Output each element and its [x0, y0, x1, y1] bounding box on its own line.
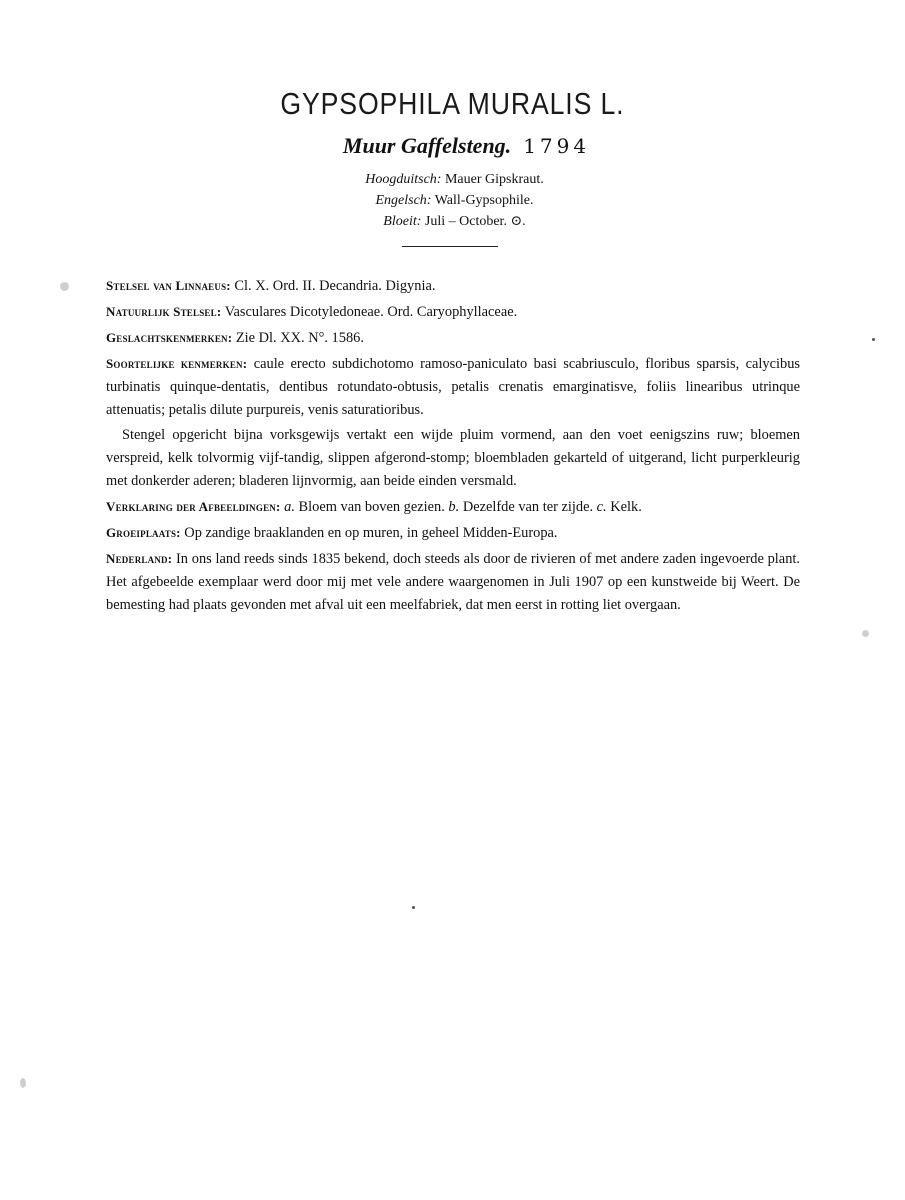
linnaeus-paragraph	[106, 274, 800, 298]
habitat-label: Groeiplaats:	[106, 525, 181, 540]
figures-paragraph	[106, 495, 800, 519]
linnaeus-label: Stelsel van Linnaeus:	[106, 278, 231, 293]
netherlands-label: Nederland:	[106, 551, 173, 566]
paper-speck	[412, 906, 415, 909]
plate-number: 1794	[523, 134, 591, 158]
genus-label: Geslachtskenmerken:	[106, 330, 233, 345]
german-label: Hoogduitsch:	[365, 172, 442, 187]
paper-speck	[862, 630, 869, 637]
figure-c-key: c.	[596, 499, 607, 515]
paper-speck	[60, 282, 69, 291]
figure-b-text: Dezelfde van ter zijde.	[462, 499, 594, 515]
genus-paragraph	[106, 326, 800, 350]
species-paragraph	[106, 352, 800, 422]
english-value: Wall-Gypsophile.	[434, 193, 534, 208]
netherlands-text: In ons land reeds sinds 1835 bekend, doch steeds als door de rivieren of met andere zaden ingevoerde plant. Het afgebeelde exemplaar werd door mij met vele andere waargenomen in Juli 1907 op een kunstweide bij Weert. De bemesting had plaats gevonden met afval uit een meelfabriek, dat men eerst in rotting liet overgaan.	[106, 551, 800, 613]
figure-b-key: b.	[448, 499, 460, 515]
bloom-label: Bloeit:	[383, 214, 422, 229]
species-text: caule erecto subdichotomo ramoso-paniculato basi scabriusculo, floribus sparsis, calycibus turbinatis quinque-dentatis, dentibus rotundato-obtusis, petalis crenatis emarginatisve, foliis linearibus utrinque attenuatis; petalis dilute purpureis, venis saturatioribus.	[106, 356, 800, 418]
english-label: Engelsch:	[375, 193, 432, 208]
netherlands-paragraph	[106, 547, 800, 617]
figure-c-text: Kelk.	[610, 499, 642, 515]
habitat-text: Op zandige braaklanden en op muren, in geheel Midden-Europa.	[184, 525, 558, 541]
figures-label: Verklaring der Afbeeldingen:	[106, 499, 281, 514]
linnaeus-text: Cl. X. Ord. II. Decandria. Digynia.	[234, 278, 436, 294]
genus-text: Zie Dl. XX. N°. 1586.	[235, 330, 364, 346]
paper-speck	[872, 338, 875, 341]
divider-rule	[402, 246, 498, 247]
dutch-name-line	[0, 133, 905, 159]
description-body	[106, 274, 800, 619]
dutch-name: Muur Gaffelsteng.	[342, 133, 512, 158]
figure-a-text: Bloem van boven gezien.	[298, 499, 445, 515]
habitat-paragraph	[106, 521, 800, 545]
german-name-line	[4, 169, 905, 190]
dutch-description-text: Stengel opgericht bijna vorksgewijs vertakt een wijde pluim vormend, aan den voet eenigszins ruw; bloemen verspreid, kelk tolvormig vijf-tandig, slippen afgerond-stomp; bloembladen gekarteld of uitgerand, licht purperkleurig met donkerder aderen; bladeren lijnvormig, aan beide einden versmald.	[106, 427, 800, 489]
bloom-value: Juli – October.	[424, 214, 507, 229]
annual-symbol: ⊙.	[510, 214, 526, 229]
species-title: GYPSOPHILA MURALIS L.	[280, 86, 625, 121]
natural-system-label: Natuurlijk Stelsel:	[106, 304, 222, 319]
english-name-line	[4, 190, 905, 211]
natural-system-paragraph	[106, 300, 800, 324]
vernacular-names	[0, 169, 905, 232]
german-value: Mauer Gipskraut.	[444, 172, 544, 187]
species-label: Soortelijke kenmerken:	[106, 356, 248, 371]
paper-speck	[20, 1078, 26, 1088]
natural-system-text: Vasculares Dicotyledoneae. Ord. Caryophyllaceae.	[224, 304, 518, 320]
dutch-description-paragraph	[106, 424, 800, 493]
bloom-line	[4, 211, 905, 232]
figure-a-key: a.	[284, 499, 295, 515]
